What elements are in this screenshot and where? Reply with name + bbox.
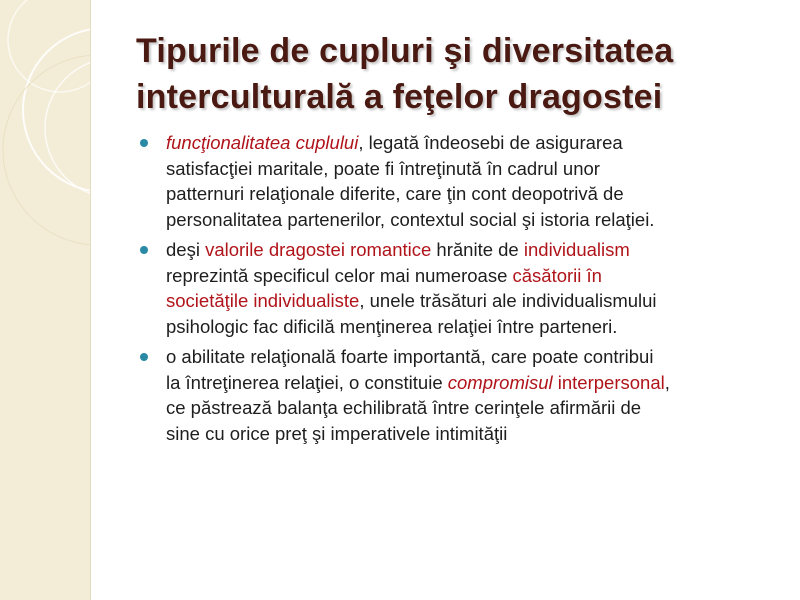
text-run: hrănite de bbox=[431, 239, 524, 260]
decorative-side-band bbox=[0, 0, 91, 600]
bullet-text-line bbox=[166, 181, 778, 207]
text-run: , legată îndeosebi de asigurarea bbox=[358, 132, 623, 153]
bullet-dot-icon bbox=[140, 139, 148, 147]
bullet-text-line bbox=[166, 237, 778, 263]
bullet-list bbox=[138, 130, 778, 451]
bullet-item bbox=[138, 237, 778, 339]
highlighted-term: societăţile individualiste bbox=[166, 290, 360, 311]
bullet-text-line bbox=[166, 288, 778, 314]
highlighted-term: funcţionalitatea cuplului bbox=[166, 132, 359, 153]
bullet-text-line bbox=[166, 263, 778, 289]
text-run: personalitatea partenerilor, contextul social şi istoria relaţiei. bbox=[166, 208, 655, 230]
text-run: sine cu orice preţ şi imperativele intimităţii bbox=[166, 422, 508, 444]
decorative-swirl-graphic bbox=[0, 0, 90, 600]
highlighted-term: valorile dragostei romantice bbox=[205, 239, 432, 260]
text-run: , bbox=[664, 371, 670, 393]
bullet-text-line bbox=[166, 156, 778, 182]
text-run: reprezintă specificul celor mai numeroase bbox=[166, 264, 513, 286]
highlighted-term: individualism bbox=[523, 239, 630, 260]
text-run: o abilitate relaţională foarte importantă, care poate contribui bbox=[166, 346, 654, 367]
bullet-text-line bbox=[166, 207, 778, 233]
slide-title bbox=[136, 28, 776, 120]
bullet-text-line bbox=[166, 344, 778, 370]
bullet-item bbox=[138, 130, 778, 232]
text-run: psihologic fac dificilă menţinerea relaţiei între parteneri. bbox=[166, 315, 618, 337]
bullet-dot-icon bbox=[140, 246, 148, 254]
bullet-item bbox=[138, 344, 778, 446]
text-run: patternuri relaţionale diferite, care ţin cont deopotrivă de bbox=[166, 183, 624, 204]
text-run: ce păstrează balanţa echilibrată între cerinţele afirmării de bbox=[166, 397, 642, 418]
highlighted-term: compromisul bbox=[447, 371, 553, 393]
text-run: , unele trăsături ale individualismului bbox=[359, 290, 657, 311]
highlighted-term: interpersonal bbox=[557, 371, 665, 393]
bullet-text-line bbox=[166, 395, 778, 421]
text-run: deşi bbox=[166, 239, 206, 260]
title-line: interculturală a feţelor dragostei bbox=[136, 78, 663, 116]
bullet-text-line bbox=[166, 130, 778, 156]
text-run: satisfacţiei maritale, poate fi întreţinută în cadrul unor bbox=[166, 157, 600, 179]
bullet-dot-icon bbox=[140, 353, 148, 361]
bullet-text-line bbox=[166, 370, 778, 396]
highlighted-term: căsătorii în bbox=[512, 264, 602, 286]
text-run: la întreţinerea relaţiei, o constituie bbox=[166, 371, 448, 393]
title-line: Tipurile de cupluri şi diversitatea bbox=[136, 32, 674, 70]
bullet-text-line bbox=[166, 314, 778, 340]
bullet-text-line bbox=[166, 421, 778, 447]
